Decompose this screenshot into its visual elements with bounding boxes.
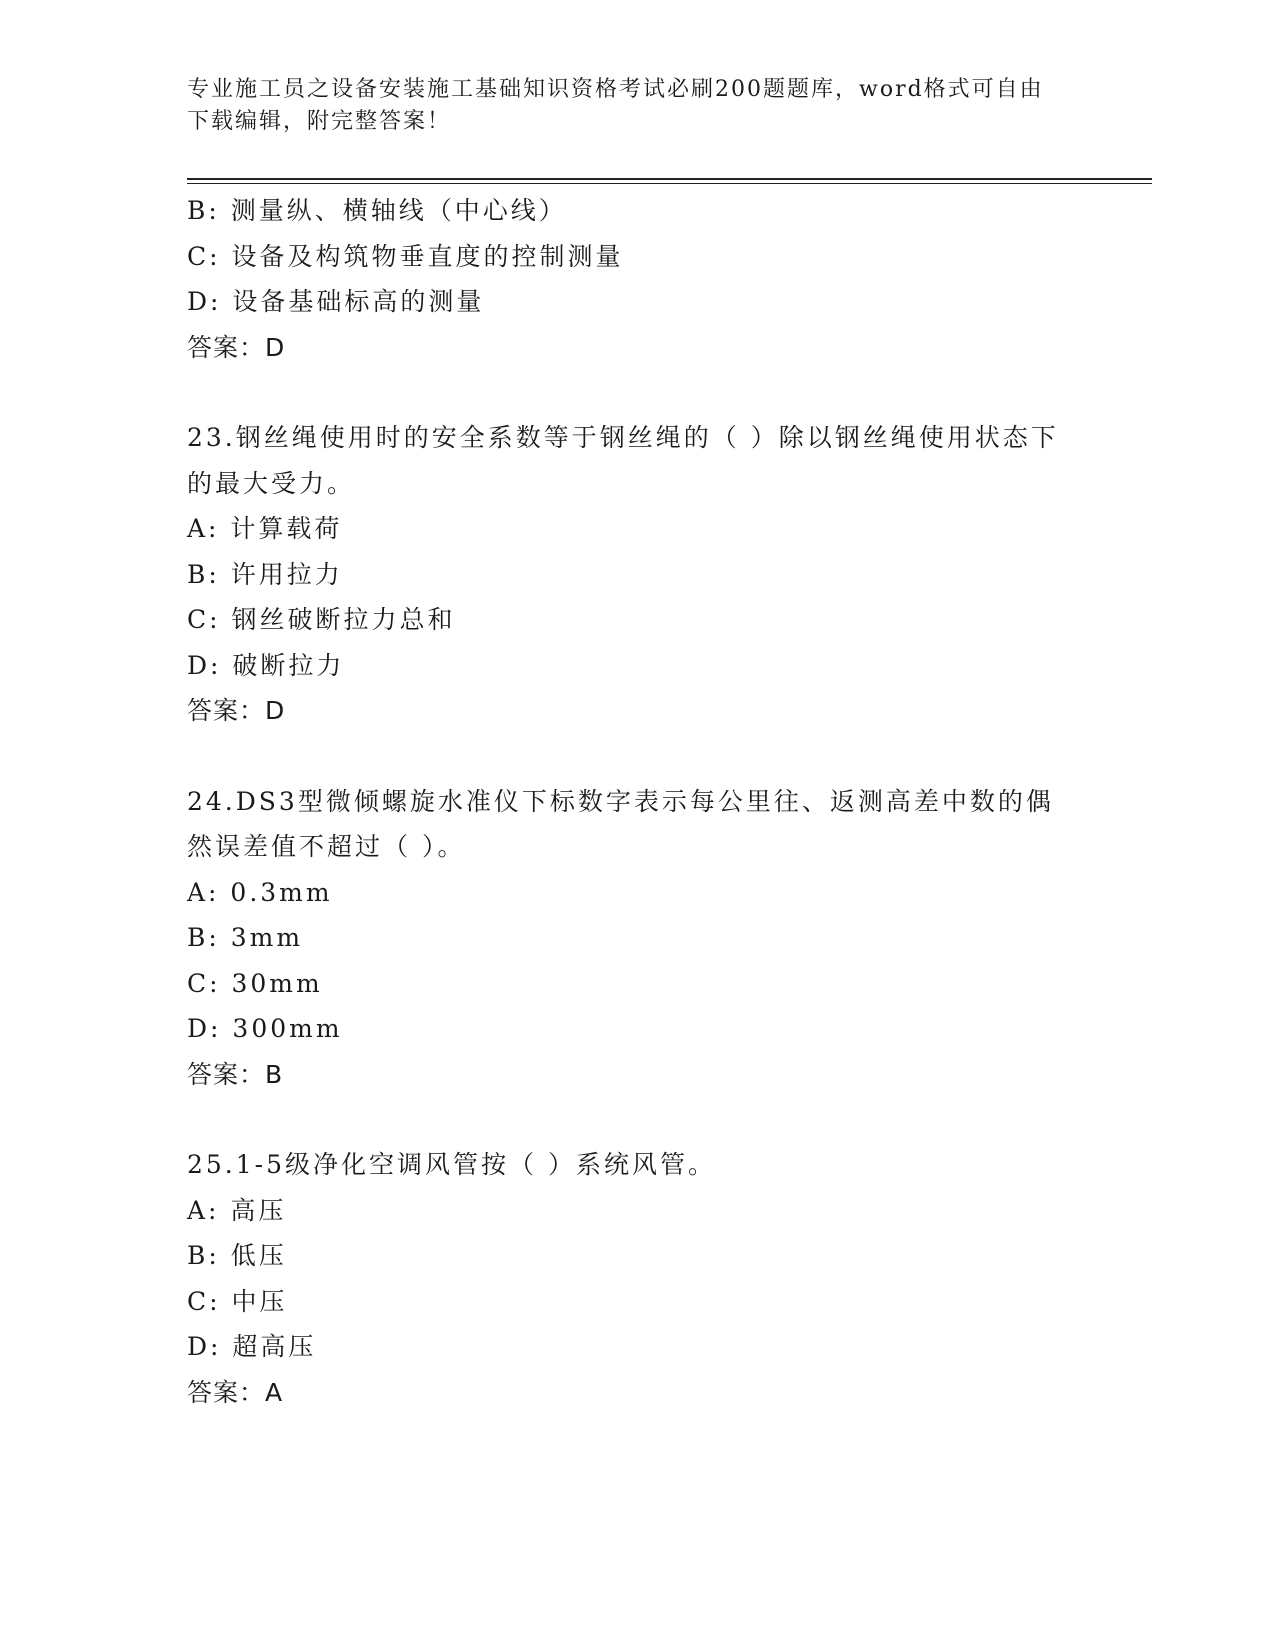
- option-d: D: 超高压: [187, 1332, 317, 1361]
- option-d: D: 300mm: [187, 1014, 343, 1043]
- page-header-title: 专业施工员之设备安装施工基础知识资格考试必刷200题题库，word格式可自由下载编辑，附完整答案！: [187, 77, 1044, 134]
- question-block: [187, 188, 1067, 370]
- option-a: A: 计算载荷: [187, 514, 343, 543]
- option-b: B: 3mm: [187, 923, 304, 952]
- option-b: B: 低压: [187, 1241, 287, 1270]
- option-d: D: 设备基础标高的测量: [187, 287, 485, 316]
- question-list: [187, 188, 1067, 1415]
- spacer: [187, 370, 1067, 415]
- answer-line: 答案：D: [187, 332, 286, 362]
- answer-line: 答案：B: [187, 1059, 284, 1089]
- question-stem: 25.1-5级净化空调风管按（ ）系统风管。: [187, 1150, 716, 1179]
- option-a: A: 0.3mm: [187, 877, 333, 907]
- option-b: B: 测量纵、横轴线（中心线）: [187, 196, 567, 225]
- option-c: C: 中压: [187, 1286, 288, 1316]
- question-stem: 23.钢丝绳使用时的安全系数等于钢丝绳的（ ）除以钢丝绳使用状态下的最大受力。: [187, 423, 1059, 498]
- question-block: [187, 779, 1067, 1098]
- question-stem: 24.DS3型微倾螺旋水准仪下标数字表示每公里往、返测高差中数的偶然误差值不超过（ ）。: [187, 786, 1054, 861]
- option-d: D: 破断拉力: [187, 650, 345, 680]
- option-c: C: 设备及构筑物垂直度的控制测量: [187, 241, 624, 271]
- option-b: B: 许用拉力: [187, 559, 343, 589]
- header-divider-thick: [187, 178, 1152, 180]
- answer-line: 答案：D: [187, 696, 286, 725]
- header-divider-thin: [187, 183, 1152, 184]
- answer-line: 答案：A: [187, 1377, 284, 1407]
- spacer: [187, 734, 1067, 779]
- option-c: C: 钢丝破断拉力总和: [187, 605, 456, 634]
- spacer: [187, 1097, 1067, 1142]
- question-block: [187, 1142, 1067, 1415]
- question-block: [187, 415, 1067, 734]
- option-c: C: 30mm: [187, 968, 323, 998]
- option-a: A: 高压: [187, 1195, 287, 1225]
